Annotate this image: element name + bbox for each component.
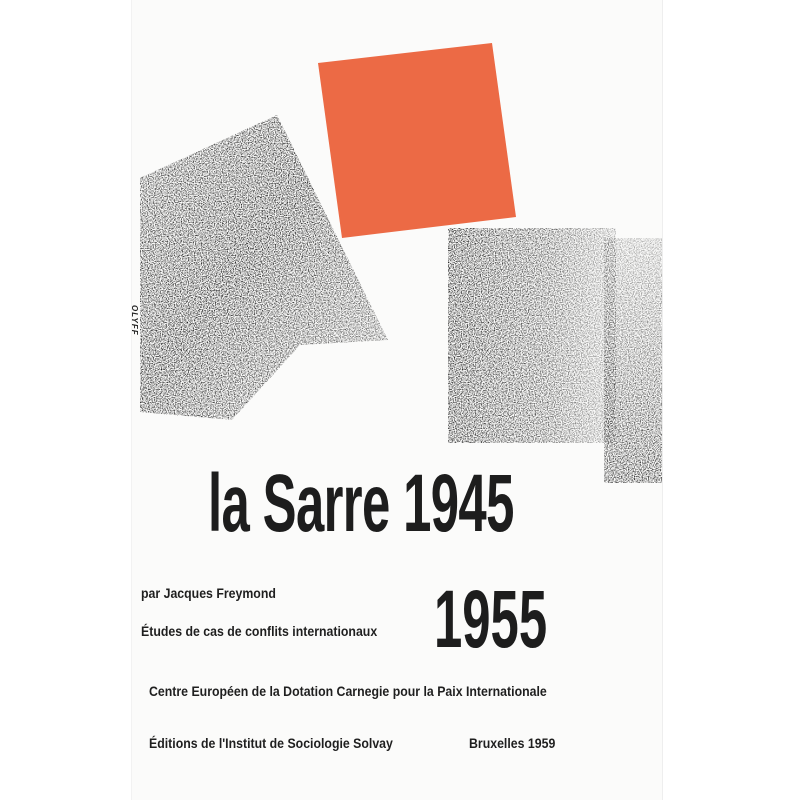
speckled-strip-right <box>604 238 662 483</box>
institution-line: Centre Européen de la Dotation Carnegie pour la Paix Internationale <box>149 683 547 699</box>
place-year-line: Bruxelles 1959 <box>469 735 556 751</box>
title-end-year: 1955 <box>434 574 548 665</box>
cover-artwork <box>132 0 662 470</box>
publisher-line: Éditions de l'Institut de Sociologie Solvay <box>149 735 393 751</box>
speckled-shape-right <box>448 228 616 443</box>
red-square <box>318 43 516 238</box>
author-line: par Jacques Freymond <box>141 585 276 601</box>
book-cover <box>132 0 662 800</box>
artist-signature: OLYFF <box>130 305 139 336</box>
book-title: la Sarre 1945 <box>208 458 514 549</box>
series-line: Études de cas de conflits internationaux <box>141 623 378 639</box>
